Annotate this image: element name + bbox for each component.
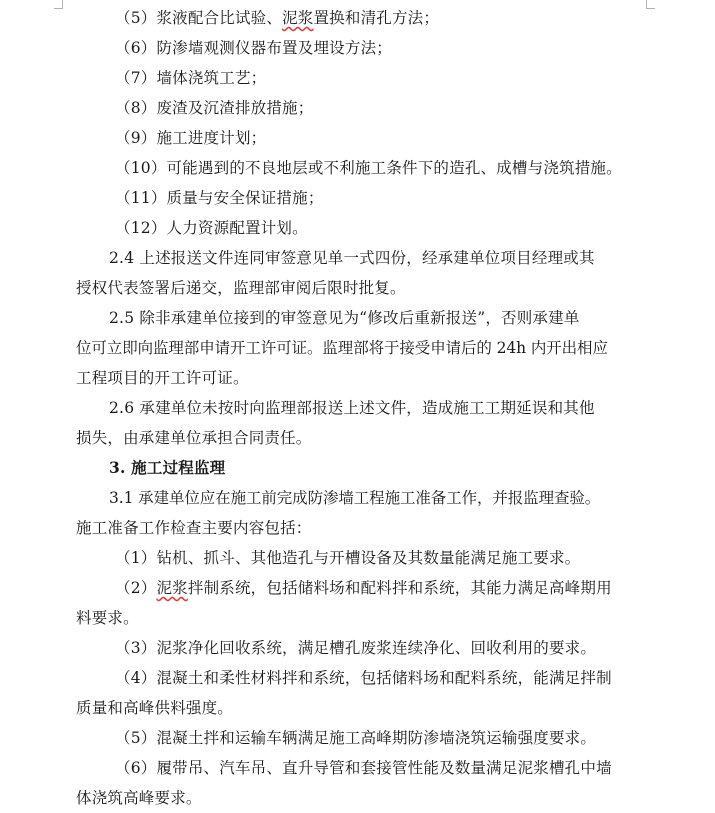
list-item: （3）泥浆净化回收系统，满足槽孔废浆连续净化、回收利用的要求。	[115, 639, 597, 657]
paragraph-line: 2.6 承建单位未按时向监理部报送上述文件，造成施工工期延误和其他	[109, 399, 595, 417]
list-item: （2）泥浆拌制系统，包括储料场和配料拌和系统，其能力满足高峰期用	[115, 579, 612, 597]
paragraph-line: 2.4 上述报送文件连同审签意见单一式四份，经承建单位项目经理或其	[109, 249, 595, 267]
list-item: （5）混凝土拌和运输车辆满足施工高峰期防渗墙浇筑运输强度要求。	[115, 729, 597, 747]
paragraph-line: 位可立即向监理部申请开工许可证。监理部将于接受申请后的 24h 内开出相应	[76, 339, 608, 357]
paragraph-line: 授权代表签署后递交，监理部审阅后限时批复。	[76, 279, 406, 297]
paragraph-line: 施工准备工作检查主要内容包括：	[76, 519, 312, 537]
list-item-continuation: 体浇筑高峰要求。	[76, 789, 202, 807]
list-item: （10）可能遇到的不良地层或不利施工条件下的造孔、成槽与浇筑措施。	[115, 159, 622, 177]
list-item: （6）防渗墙观测仪器布置及埋设方法；	[115, 39, 392, 57]
list-item: （12）人力资源配置计划。	[115, 219, 308, 237]
paragraph-line: 工程项目的开工许可证。	[76, 369, 249, 387]
list-item: （8）废渣及沉渣排放措施；	[115, 99, 314, 117]
list-item: （11）质量与安全保证措施；	[115, 189, 324, 207]
list-item: （1）钻机、抓斗、其他造孔与开槽设备及其数量能满足施工要求。	[115, 549, 581, 567]
list-item: （7）墙体浇筑工艺；	[115, 69, 267, 87]
paragraph-line: 损失，由承建单位承担合同责任。	[76, 429, 312, 447]
spellcheck-underlined-text: 泥浆	[156, 579, 188, 597]
page-corner-mark-left	[54, 0, 63, 9]
paragraph-line: 2.5 除非承建单位接到的审签意见为“修改后重新报送”，否则承建单	[109, 309, 580, 327]
section-heading: 3. 施工过程监理	[109, 458, 226, 477]
list-item-continuation: 料要求。	[76, 609, 139, 627]
spellcheck-underlined-text: 泥浆	[282, 9, 314, 27]
list-item-continuation: 质量和高峰供料强度。	[76, 699, 234, 717]
paragraph-line: 3.1 承建单位应在施工前完成防渗墙工程施工准备工作，并报监理查验。	[109, 489, 601, 507]
list-item: （6）履带吊、汽车吊、直升导管和套接管性能及数量满足泥浆槽孔中墙	[115, 759, 612, 777]
list-item: （5）浆液配合比试验、泥浆置换和清孔方法；	[115, 9, 440, 27]
list-item: （4）混凝土和柔性材料拌和系统，包括储料场和配料系统，能满足拌制	[115, 669, 612, 687]
page-corner-mark-right	[646, 0, 655, 9]
list-item: （9）施工进度计划；	[115, 129, 267, 147]
